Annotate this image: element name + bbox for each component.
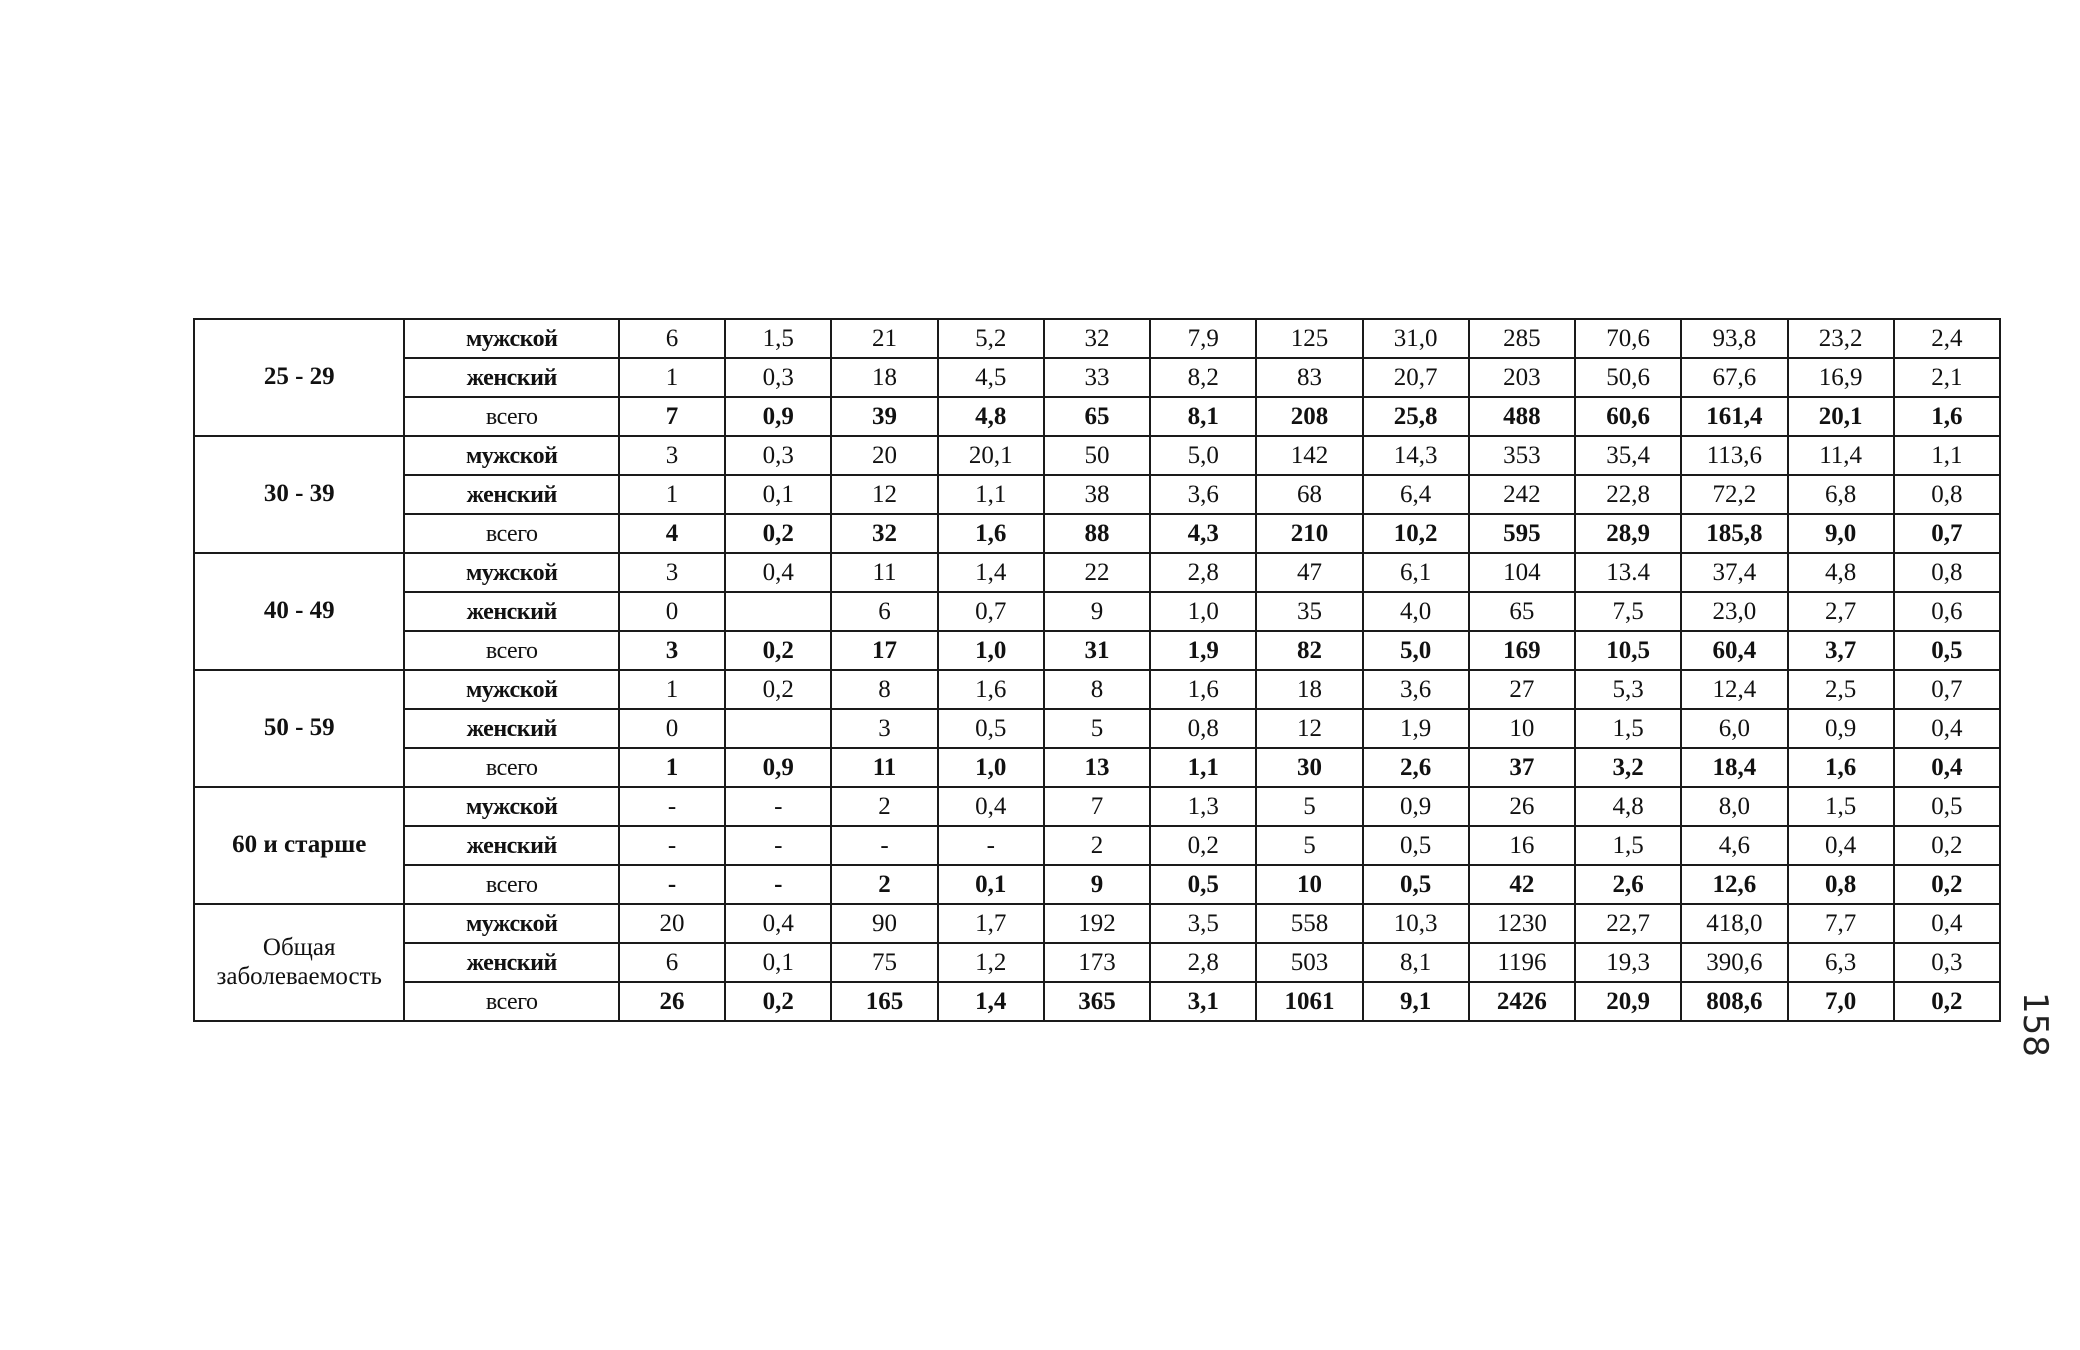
sex-label: всего [404, 397, 618, 436]
table-cell: 0,2 [725, 670, 831, 709]
table-cell: 7,5 [1575, 592, 1681, 631]
table-cell: 5,0 [1363, 631, 1469, 670]
table-cell: 11 [831, 553, 937, 592]
table-cell: 6 [619, 943, 725, 982]
table-cell: 192 [1044, 904, 1150, 943]
table-row [194, 436, 2000, 475]
table-cell: 1,1 [1150, 748, 1256, 787]
table-cell: 0,8 [1894, 553, 2000, 592]
table-cell: 808,6 [1681, 982, 1787, 1021]
page-number: 158 [2015, 992, 2055, 1057]
table-cell: 173 [1044, 943, 1150, 982]
table-cell: 0,4 [1788, 826, 1894, 865]
table-cell: 65 [1469, 592, 1575, 631]
table-cell: 0,1 [938, 865, 1044, 904]
table-cell: 8,1 [1150, 397, 1256, 436]
table-cell: 0,9 [1363, 787, 1469, 826]
table-cell: 2,6 [1363, 748, 1469, 787]
table-cell: 0,2 [725, 982, 831, 1021]
table-cell: 0 [619, 592, 725, 631]
table-cell: 1,1 [1894, 436, 2000, 475]
table-cell: 39 [831, 397, 937, 436]
table-cell: 8 [831, 670, 937, 709]
table-row [194, 397, 2000, 436]
table-cell: - [725, 865, 831, 904]
table-cell: 12 [1256, 709, 1362, 748]
table-cell: 22,8 [1575, 475, 1681, 514]
table-cell: 0,1 [725, 943, 831, 982]
table-cell: 169 [1469, 631, 1575, 670]
table-row [194, 358, 2000, 397]
table-cell: 35 [1256, 592, 1362, 631]
table-cell: 0,8 [1150, 709, 1256, 748]
table-cell: 14,3 [1363, 436, 1469, 475]
table-cell: 7,0 [1788, 982, 1894, 1021]
table-cell: 5,0 [1150, 436, 1256, 475]
table-cell: 20,1 [938, 436, 1044, 475]
table-cell: 2 [831, 787, 937, 826]
sex-label: женский [404, 709, 618, 748]
table-cell: 1 [619, 670, 725, 709]
table-cell: 0,8 [1894, 475, 2000, 514]
table-cell: 9,1 [1363, 982, 1469, 1021]
table-cell: 3 [619, 631, 725, 670]
table-cell: 208 [1256, 397, 1362, 436]
table-cell: 1 [619, 358, 725, 397]
sex-label: всего [404, 631, 618, 670]
table-cell: 0,2 [1150, 826, 1256, 865]
table-cell: 10,3 [1363, 904, 1469, 943]
sex-label: мужской [404, 436, 618, 475]
table-cell: 7,9 [1150, 319, 1256, 358]
table-cell: 3,1 [1150, 982, 1256, 1021]
table-cell: 5,3 [1575, 670, 1681, 709]
table-cell: 125 [1256, 319, 1362, 358]
table-cell: 1,5 [1575, 826, 1681, 865]
table-cell: 28,9 [1575, 514, 1681, 553]
table-cell: 488 [1469, 397, 1575, 436]
table-cell: 0,3 [1894, 943, 2000, 982]
table-cell: 2 [1044, 826, 1150, 865]
table-cell: 1,6 [1788, 748, 1894, 787]
table-cell: 390,6 [1681, 943, 1787, 982]
table-cell: 5 [1256, 787, 1362, 826]
table-cell: 558 [1256, 904, 1362, 943]
table-row [194, 475, 2000, 514]
age-group-label: Общая заболеваемость [194, 904, 404, 1021]
table-cell: 75 [831, 943, 937, 982]
table-cell: 22 [1044, 553, 1150, 592]
table-cell: 113,6 [1681, 436, 1787, 475]
table-cell: 42 [1469, 865, 1575, 904]
table-cell: 3,6 [1150, 475, 1256, 514]
table-cell: 4 [619, 514, 725, 553]
table-cell: 0,2 [1894, 865, 2000, 904]
table-cell: 7,7 [1788, 904, 1894, 943]
table-cell: 67,6 [1681, 358, 1787, 397]
table-cell: 16,9 [1788, 358, 1894, 397]
table-cell: 5,2 [938, 319, 1044, 358]
table-cell: 83 [1256, 358, 1362, 397]
sex-label: женский [404, 826, 618, 865]
table-cell: 3,6 [1363, 670, 1469, 709]
table-cell: 104 [1469, 553, 1575, 592]
table-cell: 12,4 [1681, 670, 1787, 709]
table-cell: 8,1 [1363, 943, 1469, 982]
table-cell: 23,2 [1788, 319, 1894, 358]
table-cell: 1,0 [938, 631, 1044, 670]
table-cell: 20 [619, 904, 725, 943]
table-cell: 18 [1256, 670, 1362, 709]
table-cell: 0,7 [1894, 670, 2000, 709]
table-cell: 1 [619, 748, 725, 787]
table-cell: 285 [1469, 319, 1575, 358]
sex-label: всего [404, 514, 618, 553]
table-cell: - [725, 787, 831, 826]
table-cell: 82 [1256, 631, 1362, 670]
table-cell: 93,8 [1681, 319, 1787, 358]
table-cell: - [831, 826, 937, 865]
table-cell: 0,2 [725, 631, 831, 670]
table-cell: 37 [1469, 748, 1575, 787]
table-cell: 10,5 [1575, 631, 1681, 670]
age-group-label: 50 - 59 [194, 670, 404, 787]
table-cell: 1,0 [938, 748, 1044, 787]
table-row [194, 865, 2000, 904]
table-cell: 12 [831, 475, 937, 514]
table-cell: 0,3 [725, 436, 831, 475]
table-cell: 0,5 [1894, 631, 2000, 670]
table-cell: 50 [1044, 436, 1150, 475]
table-cell: 35,4 [1575, 436, 1681, 475]
table-cell: 6,1 [1363, 553, 1469, 592]
sex-label: мужской [404, 670, 618, 709]
table-cell: 11,4 [1788, 436, 1894, 475]
table-cell: 2,1 [1894, 358, 2000, 397]
table-row [194, 787, 2000, 826]
table-cell: 0,7 [938, 592, 1044, 631]
table-cell: - [619, 787, 725, 826]
table-cell: 3,7 [1788, 631, 1894, 670]
table-row [194, 709, 2000, 748]
table-cell: 142 [1256, 436, 1362, 475]
table-cell: 1,4 [938, 553, 1044, 592]
table-row [194, 982, 2000, 1021]
table-cell: 2,8 [1150, 553, 1256, 592]
table-cell: 30 [1256, 748, 1362, 787]
table-cell: 26 [1469, 787, 1575, 826]
table-cell: 10 [1469, 709, 1575, 748]
age-group-label: 25 - 29 [194, 319, 404, 436]
table-cell: 31 [1044, 631, 1150, 670]
table-cell: 17 [831, 631, 937, 670]
table-cell: 13.4 [1575, 553, 1681, 592]
table-cell [725, 709, 831, 748]
table-cell: 68 [1256, 475, 1362, 514]
table-cell: 60,6 [1575, 397, 1681, 436]
table-cell: 242 [1469, 475, 1575, 514]
table-cell: 4,8 [938, 397, 1044, 436]
table-cell: 4,8 [1575, 787, 1681, 826]
table-cell: 5 [1044, 709, 1150, 748]
table-cell: 20,7 [1363, 358, 1469, 397]
sex-label: всего [404, 748, 618, 787]
table-cell: 25,8 [1363, 397, 1469, 436]
table-cell: 4,0 [1363, 592, 1469, 631]
table-cell: 0,5 [1363, 865, 1469, 904]
table-cell: 72,2 [1681, 475, 1787, 514]
table-cell: 0,5 [938, 709, 1044, 748]
table-cell: 2,4 [1894, 319, 2000, 358]
table-cell: 20,1 [1788, 397, 1894, 436]
table-cell: 3,5 [1150, 904, 1256, 943]
table-row [194, 670, 2000, 709]
table-cell: 595 [1469, 514, 1575, 553]
table-cell: 70,6 [1575, 319, 1681, 358]
table-cell: 6 [619, 319, 725, 358]
table-cell: 12,6 [1681, 865, 1787, 904]
table-cell: 0,9 [725, 397, 831, 436]
table-cell: 1,3 [1150, 787, 1256, 826]
table-cell: 1,5 [725, 319, 831, 358]
table-cell: 2 [831, 865, 937, 904]
table-cell: 203 [1469, 358, 1575, 397]
table-row [194, 826, 2000, 865]
table-cell: 18 [831, 358, 937, 397]
table-body [194, 319, 2000, 1021]
table-cell: 50,6 [1575, 358, 1681, 397]
table-cell: - [619, 826, 725, 865]
table-cell: 1230 [1469, 904, 1575, 943]
table-cell: 26 [619, 982, 725, 1021]
table-cell: 6,8 [1788, 475, 1894, 514]
table-cell: 5 [1256, 826, 1362, 865]
table-row [194, 514, 2000, 553]
table-cell [725, 592, 831, 631]
table-cell: 165 [831, 982, 937, 1021]
table-cell: 6 [831, 592, 937, 631]
sex-label: женский [404, 943, 618, 982]
table-cell: 1,6 [938, 670, 1044, 709]
table-cell: 2,6 [1575, 865, 1681, 904]
table-cell: 3 [619, 553, 725, 592]
table-cell: 6,0 [1681, 709, 1787, 748]
table-cell: 10,2 [1363, 514, 1469, 553]
table-cell: 0,4 [1894, 904, 2000, 943]
table-cell: 7 [619, 397, 725, 436]
table-cell: 0,2 [1894, 982, 2000, 1021]
table-cell: 1,6 [1150, 670, 1256, 709]
table-cell: 0,4 [1894, 709, 2000, 748]
table-row [194, 319, 2000, 358]
table-cell: 0,8 [1788, 865, 1894, 904]
table-cell: 210 [1256, 514, 1362, 553]
table-cell: 88 [1044, 514, 1150, 553]
table-cell: 4,6 [1681, 826, 1787, 865]
table-cell: 1,2 [938, 943, 1044, 982]
table-cell: 9,0 [1788, 514, 1894, 553]
table-cell: 33 [1044, 358, 1150, 397]
table-cell: 8,0 [1681, 787, 1787, 826]
table-cell: 0,4 [1894, 748, 2000, 787]
age-group-label: 30 - 39 [194, 436, 404, 553]
table-row [194, 904, 2000, 943]
table-cell: 4,5 [938, 358, 1044, 397]
table-cell: 31,0 [1363, 319, 1469, 358]
table-cell: 1,0 [1150, 592, 1256, 631]
table-cell: 0,2 [1894, 826, 2000, 865]
table-cell: - [725, 826, 831, 865]
table-cell: 13 [1044, 748, 1150, 787]
sex-label: женский [404, 358, 618, 397]
table-cell: 353 [1469, 436, 1575, 475]
table-row [194, 631, 2000, 670]
table-cell: 1,1 [938, 475, 1044, 514]
table-cell: 3 [831, 709, 937, 748]
table-cell: 1,9 [1363, 709, 1469, 748]
table-row [194, 592, 2000, 631]
table-cell: 0,4 [938, 787, 1044, 826]
table-cell: 1,6 [938, 514, 1044, 553]
sex-label: всего [404, 982, 618, 1021]
table-cell: 1061 [1256, 982, 1362, 1021]
table-cell: 0,4 [725, 904, 831, 943]
age-group-label: 60 и старше [194, 787, 404, 904]
table-cell: 0,7 [1894, 514, 2000, 553]
table-cell: 1,4 [938, 982, 1044, 1021]
table-cell: 27 [1469, 670, 1575, 709]
table-cell: 20 [831, 436, 937, 475]
table-cell: 32 [831, 514, 937, 553]
table-cell: 0,5 [1894, 787, 2000, 826]
table-cell: 18,4 [1681, 748, 1787, 787]
table-cell: 0,9 [725, 748, 831, 787]
table-cell: 185,8 [1681, 514, 1787, 553]
table-cell: 22,7 [1575, 904, 1681, 943]
morbidity-table [193, 318, 2001, 1022]
table-cell: 90 [831, 904, 937, 943]
sex-label: всего [404, 865, 618, 904]
table-cell: 3 [619, 436, 725, 475]
table-cell: 6,4 [1363, 475, 1469, 514]
table-row [194, 943, 2000, 982]
table-cell: 7 [1044, 787, 1150, 826]
table-cell: 4,3 [1150, 514, 1256, 553]
table-cell: 1,7 [938, 904, 1044, 943]
table-cell: 8,2 [1150, 358, 1256, 397]
table-cell: 0,5 [1150, 865, 1256, 904]
table-cell: - [938, 826, 1044, 865]
sex-label: мужской [404, 787, 618, 826]
table-cell: 0,5 [1363, 826, 1469, 865]
sex-label: мужской [404, 319, 618, 358]
table-cell: 3,2 [1575, 748, 1681, 787]
table-cell: 1 [619, 475, 725, 514]
table-cell: 0 [619, 709, 725, 748]
table-cell: 9 [1044, 865, 1150, 904]
table-cell: 0,1 [725, 475, 831, 514]
table-row [194, 553, 2000, 592]
table-cell: - [619, 865, 725, 904]
table-cell: 21 [831, 319, 937, 358]
table-cell: 65 [1044, 397, 1150, 436]
table-cell: 1,6 [1894, 397, 2000, 436]
age-group-label: 40 - 49 [194, 553, 404, 670]
table-cell: 1,9 [1150, 631, 1256, 670]
table-row [194, 748, 2000, 787]
sex-label: женский [404, 475, 618, 514]
table-cell: 38 [1044, 475, 1150, 514]
table-cell: 2426 [1469, 982, 1575, 1021]
table-cell: 503 [1256, 943, 1362, 982]
table-cell: 0,4 [725, 553, 831, 592]
table-cell: 19,3 [1575, 943, 1681, 982]
table-cell: 2,7 [1788, 592, 1894, 631]
table-cell: 11 [831, 748, 937, 787]
table-cell: 2,8 [1150, 943, 1256, 982]
table-cell: 1,5 [1575, 709, 1681, 748]
table-cell: 6,3 [1788, 943, 1894, 982]
table-cell: 8 [1044, 670, 1150, 709]
table-cell: 161,4 [1681, 397, 1787, 436]
table-cell: 20,9 [1575, 982, 1681, 1021]
sex-label: мужской [404, 904, 618, 943]
table-cell: 2,5 [1788, 670, 1894, 709]
table-cell: 16 [1469, 826, 1575, 865]
table-cell: 23,0 [1681, 592, 1787, 631]
table-cell: 47 [1256, 553, 1362, 592]
table-cell: 0,2 [725, 514, 831, 553]
table-cell: 37,4 [1681, 553, 1787, 592]
table-cell: 0,9 [1788, 709, 1894, 748]
table-cell: 10 [1256, 865, 1362, 904]
table-cell: 0,6 [1894, 592, 2000, 631]
table-cell: 60,4 [1681, 631, 1787, 670]
sex-label: женский [404, 592, 618, 631]
table-cell: 1,5 [1788, 787, 1894, 826]
table-cell: 9 [1044, 592, 1150, 631]
table-cell: 4,8 [1788, 553, 1894, 592]
sex-label: мужской [404, 553, 618, 592]
table-cell: 418,0 [1681, 904, 1787, 943]
table-cell: 1196 [1469, 943, 1575, 982]
table-cell: 0,3 [725, 358, 831, 397]
table-cell: 365 [1044, 982, 1150, 1021]
table-cell: 32 [1044, 319, 1150, 358]
